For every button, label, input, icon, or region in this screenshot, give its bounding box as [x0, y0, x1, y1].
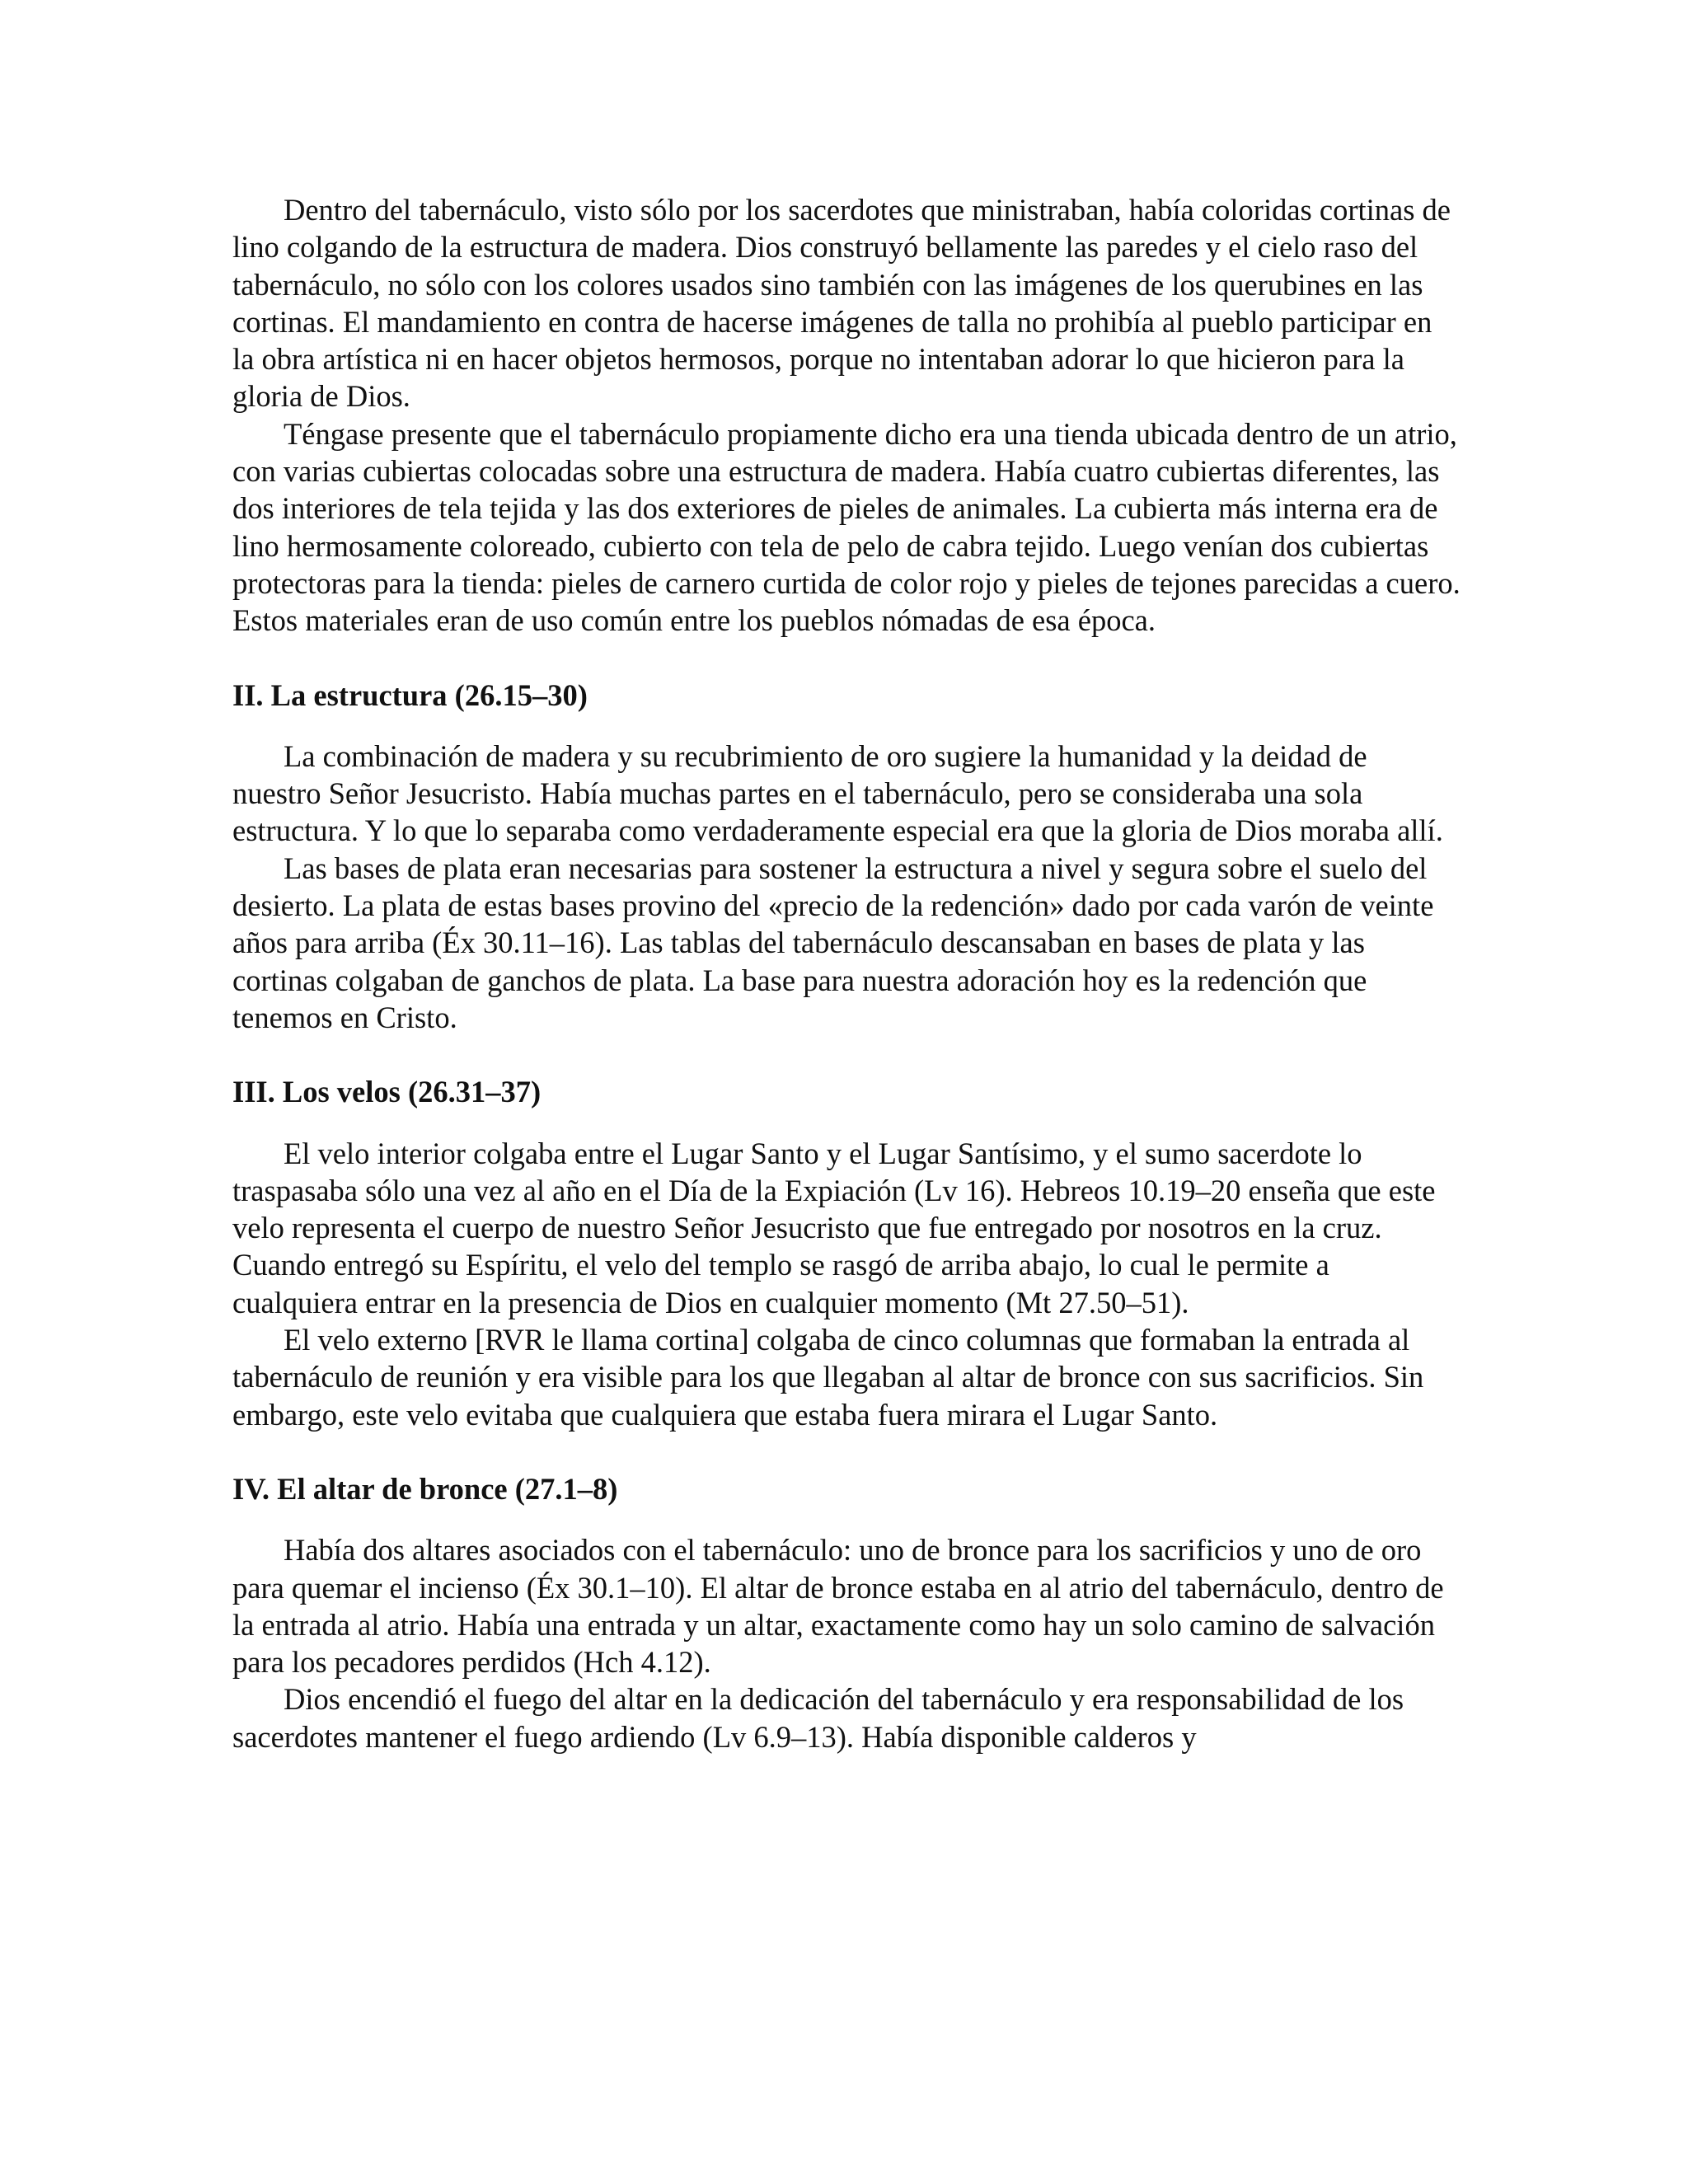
paragraph: La combinación de madera y su recubrimiento de oro sugiere la humanidad y la deidad de nuestro Señor Jesucristo. Había muchas partes en el tabernáculo, pero se consideraba una sola estructura. Y lo que lo separaba como verdaderamente especial era que la gloria de Dios moraba allí.	[232, 738, 1443, 848]
page-body	[232, 191, 1461, 1755]
paragraph: Había dos altares asociados con el tabernáculo: uno de bronce para los sacrificios y uno de oro para quemar el incienso (Éx 30.1–10). El altar de bronce estaba en al atrio del tabernáculo, dentro de la entrada al atrio. Había una entrada y un altar, exactamente como hay un solo camino de salvación para los pecadores perdidos (Hch 4.12).	[232, 1533, 1444, 1680]
paragraph: El velo externo [RVR le llama cortina] colgaba de cinco columnas que formaban la entrada al tabernáculo de reunión y era visible para los que llegaban al altar de bronce con sus sacrificios. Sin embargo, este velo evitaba que cualquiera que estaba fuera mirara el Lugar Santo.	[232, 1323, 1424, 1432]
paragraph: Téngase presente que el tabernáculo propiamente dicho era una tienda ubicada dentro de un atrio, con varias cubiertas colocadas sobre una estructura de madera. Había cuatro cubiertas diferentes, las dos interiores de tela tejida y las dos exteriores de pieles de animales. La cubierta más interna era de lino hermosamente coloreado, cubierto con tela de pelo de cabra tejido. Luego venían dos cubiertas protectoras para la tienda: pieles de carnero curtida de color rojo y pieles de tejones parecidas a cuero. Estos materiales eran de uso común entre los pueblos nómadas de esa época.	[232, 416, 1461, 638]
section-heading: III. Los velos (26.31–37)	[232, 1075, 542, 1109]
section-heading: II. La estructura (26.15–30)	[232, 677, 588, 712]
paragraph: Dentro del tabernáculo, visto sólo por los sacerdotes que ministraban, había coloridas cortinas de lino colgando de la estructura de madera. Dios construyó bellamente las paredes y el cielo raso del tabernáculo, no sólo con los colores usados sino también con las imágenes de los querubines en las cortinas. El mandamiento en contra de hacerse imágenes de talla no prohibía al pueblo participar en la obra artística ni en hacer objetos hermosos, porque no intentaban adorar lo que hicieron para la gloria de Dios.	[232, 193, 1451, 414]
paragraph: Las bases de plata eran necesarias para sostener la estructura a nivel y segura sobre el suelo del desierto. La plata de estas bases provino del «precio de la redención» dado por cada varón de veinte años para arriba (Éx 30.11–16). Las tablas del tabernáculo descansaban en bases de plata y las cortinas colgaban de ganchos de plata. La base para nuestra adoración hoy es la redención que tenemos en Cristo.	[232, 851, 1434, 1034]
section-heading: IV. El altar de bronce (27.1–8)	[232, 1471, 618, 1506]
paragraph: El velo interior colgaba entre el Lugar Santo y el Lugar Santísimo, y el sumo sacerdote lo traspasaba sólo una vez al año en el Día de la Expiación (Lv 16). Hebreos 10.19–20 enseña que este velo representa el cuerpo de nuestro Señor Jesucristo que fue entregado por nosotros en la cruz. Cuando entregó su Espíritu, el velo del templo se rasgó de arriba abajo, lo cual le permite a cualquiera entrar en la presencia de Dios en cualquier momento (Mt 27.50–51).	[232, 1136, 1436, 1319]
paragraph: Dios encendió el fuego del altar en la dedicación del tabernáculo y era responsabilidad de los sacerdotes mantener el fuego ardiendo (Lv 6.9–13). Había disponible calderos y	[232, 1682, 1404, 1754]
